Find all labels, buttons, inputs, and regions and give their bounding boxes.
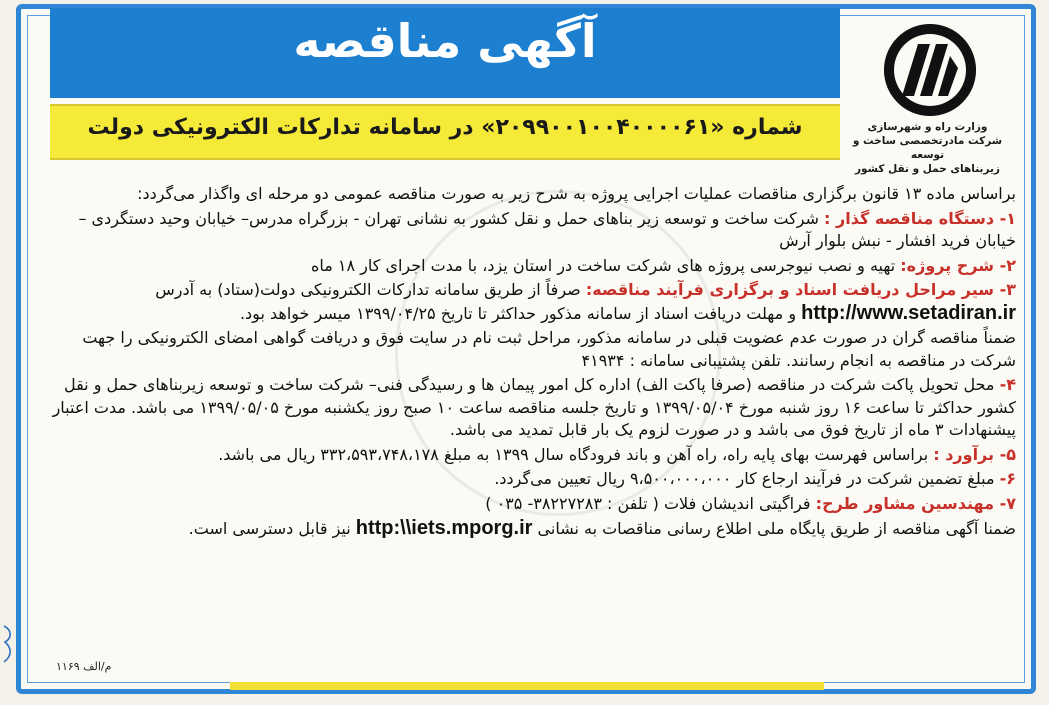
item-2-label: ۲- شرح پروژه: xyxy=(900,255,1016,275)
logo-graphic xyxy=(884,24,976,116)
item-2 xyxy=(36,255,1016,278)
item-6-text: مبلغ تضمین شرکت در فرآیند ارجاع کار ۹،۵۰۰،۰۰۰،۰۰۰ ریال تعیین می‌گردد. xyxy=(494,469,1000,488)
intro-paragraph: براساس ماده ۱۳ قانون برگزاری مناقصات عملیات اجرایی پروژه به شرح زیر به صورت مناقصه عمومی دو مرحله ای واگذار می‌گردد: xyxy=(137,184,1016,203)
margin-pen-mark xyxy=(2,622,14,667)
organization-name xyxy=(840,120,1015,176)
item-3 xyxy=(36,279,1016,325)
item-3-text: صرفاً از طریق سامانه تدارکات الکترونیکی دولت(ستاد) به آدرس xyxy=(155,280,586,299)
item-5 xyxy=(36,444,1016,467)
item-7 xyxy=(36,493,1016,516)
item-2-text: تهیه و نصب نیوجرسی پروژه های شرکت ساخت در استان یزد، با مدت اجرای کار ۱۸ ماه xyxy=(310,255,901,275)
item-5-label: ۵- برآورد : xyxy=(933,444,1016,464)
item-6-label: ۶- xyxy=(999,469,1016,488)
item-3-note: ضمناً مناقصه گران در صورت عدم عضویت قبلی در سامانه مذکور، مراحل ثبت نام در سایت فوق و دریافت گواهی امضای الکترونیکی را جهت شرکت در مناقصه به انجام رسانند. تلفن پشتیبانی سامانه : ۴۱۹۳۴ xyxy=(82,328,1016,370)
item-4-label: ۴- xyxy=(999,375,1016,394)
setad-url[interactable]: http://www.setadiran.ir xyxy=(801,301,1016,324)
org-line-2: شرکت مادرتخصصی ساخت و توسعه xyxy=(852,135,1003,161)
pen-stroke-icon xyxy=(2,622,14,667)
final-text-1: ضمنا آگهی مناقصه از طریق پایگاه ملی اطلاع رسانی مناقصات به نشانی xyxy=(532,519,1016,538)
item-3-text-2: و مهلت دریافت اسناد از سامانه مذکور حداکثر تا تاریخ ۱۳۹۹/۰۴/۲۵ میسر خواهد بود. xyxy=(239,303,802,323)
ad-title: آگهی مناقصه xyxy=(293,14,597,68)
final-paragraph xyxy=(36,517,1016,541)
item-1-text: شرکت ساخت و توسعه زیر بناهای حمل و نقل کشور به نشانی تهران - بزرگراه مدرس– خیابان وحید دستگردی – خیابان فرید افشار - نبش بلوار آرش xyxy=(78,208,1016,250)
item-5-text: براساس فهرست بهای پایه راه، راه آهن و باند فرودگاه سال ۱۳۹۹ به مبلغ ۳۳۲،۵۹۳،۷۴۸،۱۷۸ ریال می باشد. xyxy=(218,444,934,464)
item-4-text: محل تحویل پاکت شرکت در مناقصه (صرفا پاکت الف) اداره کل امور پیمان ها و رسیدگی فنی– شرکت ساخت و توسعه زیربناهای حمل و نقل کشور حداکثر تا ساعت ۱۶ روز شنبه مورخ ۱۳۹۹/۰۵/۰۴ و تاریخ جلسه مناقصه ساعت ۱۰ صبح روز یکشنبه مورخ ۱۳۹۹/۰۵/۰۵ می باشد. مدت اعتبار پیشنهادات ۳ ماه از تاریخ فوق می باشد و در صورت لزوم یک بار قابل تمدید می باشد. xyxy=(52,375,1016,439)
item-4 xyxy=(36,374,1016,442)
item-3-label: ۳- سیر مراحل دریافت اسناد و برگزاری فرآیند مناقصه: xyxy=(585,280,1016,299)
item-1-label: ۱- دستگاه مناقصه گذار : xyxy=(824,208,1016,228)
ad-body xyxy=(36,183,1016,543)
iets-url[interactable]: http:\\iets.mporg.ir xyxy=(355,517,533,539)
road-ministry-logo-icon xyxy=(884,24,976,116)
item-1 xyxy=(36,208,1016,253)
publication-code: م/الف ۱۱۶۹ xyxy=(56,660,112,673)
item-7-text: فراگیتی اندیشان فلات ( تلفن : ۳۸۲۲۷۲۸۳- ۰۳۵ ) xyxy=(485,493,816,513)
tender-number: شماره «۲۰۹۹۰۰۱۰۰۴۰۰۰۰۶۱» در سامانه تدارکات الکترونیکی دولت xyxy=(87,115,803,140)
final-text-2: نیز قابل دسترسی است. xyxy=(188,519,356,538)
item-7-label: ۷- مهندسین مشاور طرح: xyxy=(815,493,1016,513)
item-6 xyxy=(36,468,1016,491)
org-line-1: وزارت راه و شهرسازی xyxy=(867,121,988,133)
bottom-accent-bar xyxy=(230,682,824,690)
org-line-3: زیربناهای حمل و نقل کشور xyxy=(855,163,1000,175)
